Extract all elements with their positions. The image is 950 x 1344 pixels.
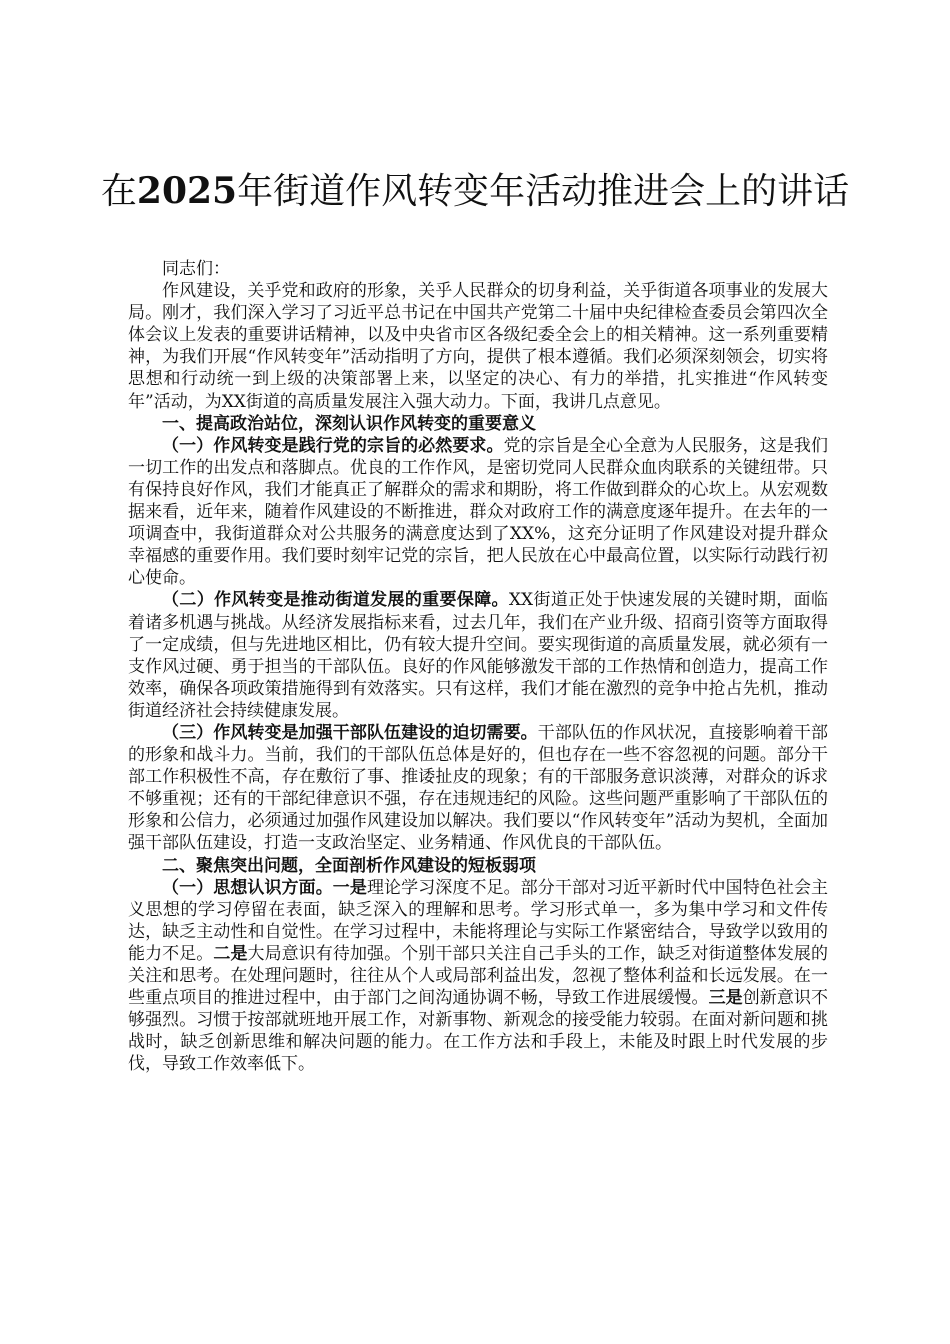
document-title (95, 166, 855, 217)
point-marker: 一是 (332, 877, 367, 898)
paragraph-text: 干部队伍的作风状况，直接影响着干部的形象和战斗力。当前，我们的干部队伍总体是好的，但也存在一些不容忽视的问题。部分干部工作积极性不高，存在敷衍了事、推诿扯皮的现象；有的干部服务意识淡薄，对群众的诉求不够重视；还有的干部纪律意识不强，存在违规违纪的风险。这些问题严重影响了干部队伍的形象和公信力，必须通过加强作风建设加以解决。我们要以“作风转变年”活动为契机，全面加强干部队伍建设，打造一支政治坚定、业务精通、作风优良的干部队伍。 (128, 722, 829, 854)
paragraph-lead: （三）作风转变是加强干部队伍建设的迫切需要。 (162, 722, 538, 743)
paragraph-lead: （一）作风转变是践行党的宗旨的必然要求。 (162, 435, 504, 456)
title-prefix: 在 (100, 171, 137, 212)
paragraph-text: 理论学习深度不足。部分干部对习近平新时代中国特色社会主义思想的学习停留在表面，缺乏深入的理解和思考。学习形式单一，多为集中学习和文件传达，缺乏主动性和自觉性。在学习过程中，未能将理论与实际工作紧密结合，导致学以致用的能力不足。 (128, 877, 829, 964)
title-year: 2025 (136, 170, 238, 212)
section-1-paragraph-1 (128, 435, 828, 590)
paragraph-lead: （二）作风转变是推动街道发展的重要保障。 (162, 590, 509, 611)
section-2-paragraph-1 (128, 877, 828, 1076)
section-2-heading: 二、聚焦突出问题，全面剖析作风建设的短板弱项 (162, 855, 536, 876)
section-1-paragraph-3 (128, 722, 828, 855)
paragraph-text: XX街道正处于快速发展的关键时期，面临着诸多机遇与挑战。从经济发展指标来看，过去几年，我们在产业升级、招商引资等方面取得了一定成绩，但与先进地区相比，仍有较大提升空间。要实现街道的高质量发展，就必须有一支作风过硬、勇于担当的干部队伍。良好的作风能够激发干部的工作热情和创造力，提高工作效率，确保各项政策措施得到有效落实。只有这样，我们才能在激烈的竞争中抢占先机，推动街道经济社会持续健康发展。 (128, 590, 828, 721)
section-1-heading: 一、提高政治站位，深刻认识作风转变的重要意义 (162, 413, 536, 434)
salutation: 同志们： (162, 259, 230, 279)
paragraph-text: 大局意识有待加强。个别干部只关注自己手头的工作，缺乏对街道整体发展的关注和思考。在处理问题时，往往从个人或局部利益出发，忽视了整体利益和长远发展。在一些重点项目的推进过程中，由于部门之间沟通协调不畅，导致工作进展缓慢。 (128, 943, 829, 1009)
intro-paragraph: 作风建设，关乎党和政府的形象，关乎人民群众的切身利益，关乎街道各项事业的发展大局。刚才，我们深入学习了习近平总书记在中国共产党第二十届中央纪律检查委员会第四次全体会议上发表的重要讲话精神，以及中央省市区各级纪委全会上的相关精神。这一系列重要精神，为我们开展“作风转变年”活动指明了方向，提供了根本遵循。我们必须深刻领会，切实将思想和行动统一到上级的决策部署上来，以坚定的决心、有力的举措，扎实推进“作风转变年”活动，为XX街道的高质量发展注入强大动力。下面，我讲几点意见。 (128, 281, 828, 412)
title-suffix: 年街道作风转变年活动推进会上的讲话 (237, 171, 850, 212)
section-1-paragraph-2 (128, 589, 828, 722)
point-marker: 二是 (213, 943, 248, 964)
document-body (128, 258, 828, 1075)
paragraph-text: 党的宗旨是全心全意为人民服务，这是我们一切工作的出发点和落脚点。优良的工作作风，是密切党同人民群众血肉联系的关键纽带。只有保持良好作风，我们才能真正了解群众的需求和期盼，将工作做到群众的心坎上。从宏观数据来看，近年来，随着作风建设的不断推进，群众对政府工作的满意度逐年提升。在去年的一项调查中，我街道群众对公共服务的满意度达到了XX%，这充分证明了作风建设对提升群众幸福感的重要作用。我们要时刻牢记党的宗旨，把人民放在心中最高位置，以实际行动践行初心使命。 (128, 435, 828, 589)
paragraph-text: 创新意识不够强烈。习惯于按部就班地开展工作，对新事物、新观念的接受能力较弱。在面对新问题和挑战时，缺乏创新思维和解决问题的能力。在工作方法和手段上，未能及时跟上时代发展的步伐，导致工作效率低下。 (128, 988, 829, 1075)
paragraph-lead: （一）思想认识方面。 (162, 877, 333, 898)
point-marker: 三是 (708, 988, 743, 1009)
